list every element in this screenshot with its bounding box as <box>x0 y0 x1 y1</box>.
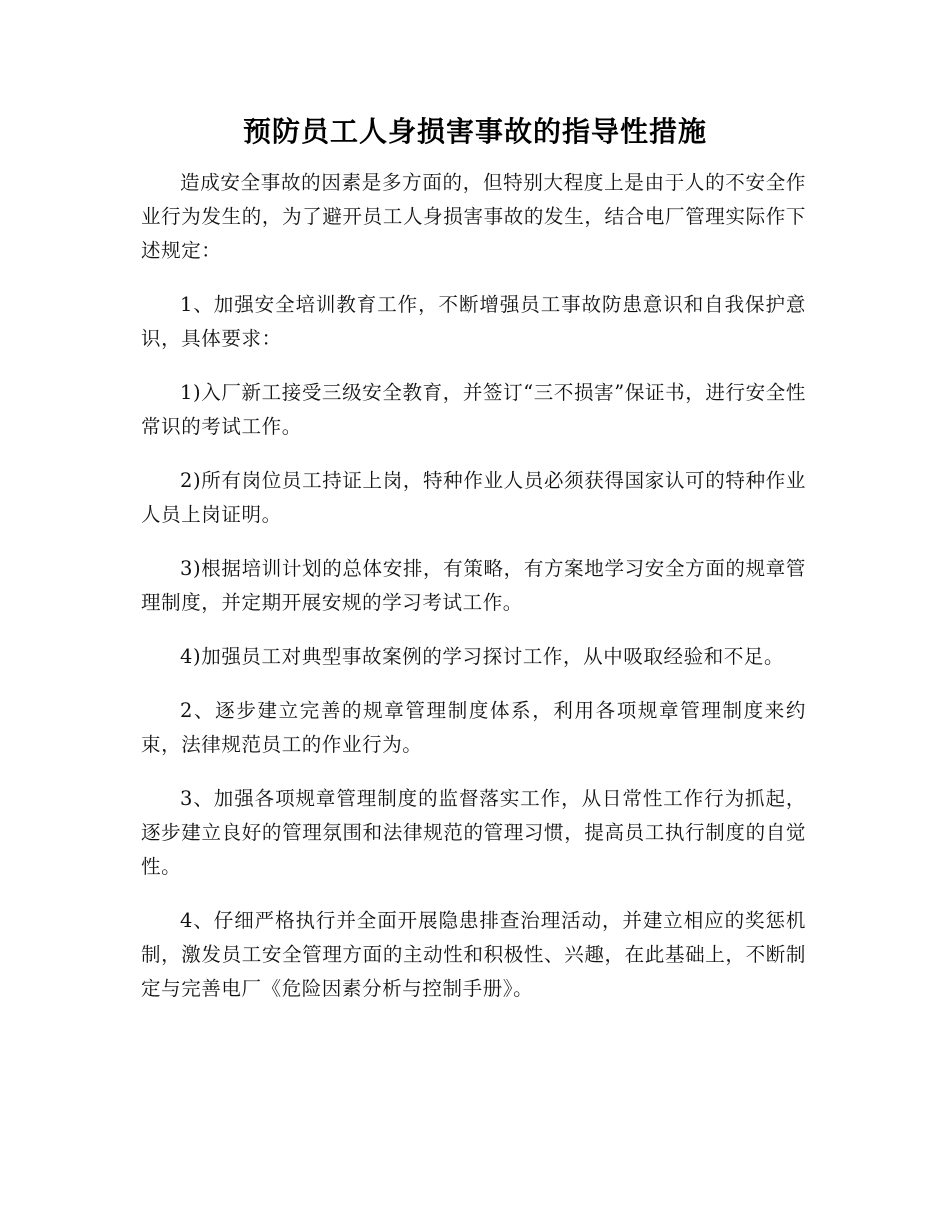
paragraph-subitem-2: 2)所有岗位员工持证上岗，特种作业人员必须获得国家认可的特种作业人员上岗证明。 <box>141 469 806 526</box>
paragraph-item-3: 3、加强各项规章管理制度的监督落实工作，从日常性工作行为抓起，逐步建立良好的管理氛围和法律规范的管理习惯，提高员工执行制度的自觉性。 <box>141 787 806 878</box>
document-title: 预防员工人身损害事故的指导性措施 <box>242 115 707 148</box>
paragraph-item-4: 4、仔细严格执行并全面开展隐患排查治理活动，并建立相应的奖惩机制，激发员工安全管理方面的主动性和积极性、兴趣，在此基础上，不断制定与完善电厂《危险因素分析与控制手册》。 <box>141 909 806 1000</box>
paragraph-item-1: 1、加强安全培训教育工作，不断增强员工事故防患意识和自我保护意识，具体要求： <box>141 293 806 350</box>
document-body <box>141 166 806 1026</box>
paragraph-item-2: 2、逐步建立完善的规章管理制度体系，利用各项规章管理制度来约束，法律规范员工的作业行为。 <box>141 699 806 756</box>
paragraph-intro: 造成安全事故的因素是多方面的，但特别大程度上是由于人的不安全作业行为发生的，为了避开员工人身损害事故的发生，结合电厂管理实际作下述规定： <box>141 171 806 262</box>
paragraph-subitem-4: 4)加强员工对典型事故案例的学习探讨工作，从中吸取经验和不足。 <box>180 645 785 668</box>
paragraph-subitem-3: 3)根据培训计划的总体安排，有策略，有方案地学习安全方面的规章管理制度，并定期开展安规的学习考试工作。 <box>141 557 806 614</box>
paragraph-subitem-1: 1)入厂新工接受三级安全教育，并签订“三不损害”保证书，进行安全性常识的考试工作。 <box>141 381 806 438</box>
